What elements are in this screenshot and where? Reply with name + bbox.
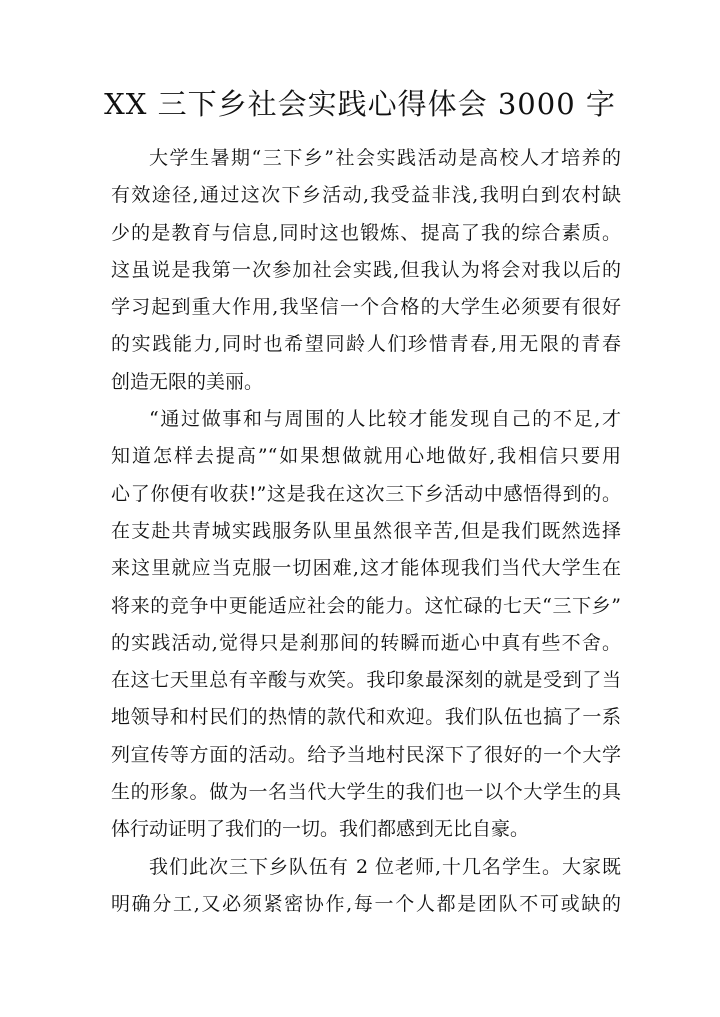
paragraph-1-line-5: 学习起到重大作用,我坚信一个合格的大学生必须要有很好 [111,296,621,319]
document-title: XX 三下乡社会实践心得体会 3000 字 [104,87,616,121]
paragraph-1-line-7: 创造无限的美丽。 [111,370,264,393]
paragraph-2-line-11: 生的形象。做为一名当代大学生的我们也一以个大学生的具 [111,781,621,804]
paragraph-3-line-1: 我们此次三下乡队伍有 2 位老师,十几名学生。大家既 [149,855,621,878]
paragraph-2-line-10: 列宣传等方面的活动。给予当地村民深下了很好的一个大学 [111,743,621,766]
paragraph-2-line-8: 在这七天里总有辛酸与欢笑。我印象最深刻的就是受到了当 [111,669,621,692]
paragraph-2-line-1: “通过做事和与周围的人比较才能发现自己的不足,才 [149,408,621,431]
paragraph-2-line-3: 心了你便有收获!”这是我在这次三下乡活动中感悟得到的。 [111,482,621,505]
paragraph-2-line-5: 来这里就应当克服一切困难,这才能体现我们当代大学生在 [111,557,621,580]
paragraph-1-line-4: 这虽说是我第一次参加社会实践,但我认为将会对我以后的 [111,258,621,281]
paragraph-2-line-4: 在支赴共青城实践服务队里虽然很辛苦,但是我们既然选择 [111,519,621,542]
paragraph-2-line-9: 地领导和村民们的热情的款代和欢迎。我们队伍也搞了一系 [111,706,621,729]
paragraph-1-line-1: 大学生暑期“三下乡”社会实践活动是高校人才培养的 [149,147,621,169]
paragraph-1-line-6: 的实践能力,同时也希望同龄人们珍惜青春,用无限的青春 [111,333,621,356]
paragraph-2-line-7: 的实践活动,觉得只是刹那间的转瞬而逝心中真有些不舍。 [111,631,621,654]
paragraph-1-line-3: 少的是教育与信息,同时这也锻炼、提高了我的综合素质。 [111,221,621,244]
paragraph-2-line-6: 将来的竞争中更能适应社会的能力。这忙碌的七天“三下乡” [111,594,621,617]
paragraph-2-line-2: 知道怎样去提高”“如果想做就用心地做好,我相信只要用 [111,445,621,468]
document-body [111,140,621,923]
paragraph-1-line-2: 有效途径,通过这次下乡活动,我受益非浅,我明白到农村缺 [111,184,621,207]
paragraph-2-line-12: 体行动证明了我们的一切。我们都感到无比自豪。 [111,818,530,841]
paragraph-3-line-2: 明确分工,又必须紧密协作,每一个人都是团队不可或缺的 [111,892,621,915]
